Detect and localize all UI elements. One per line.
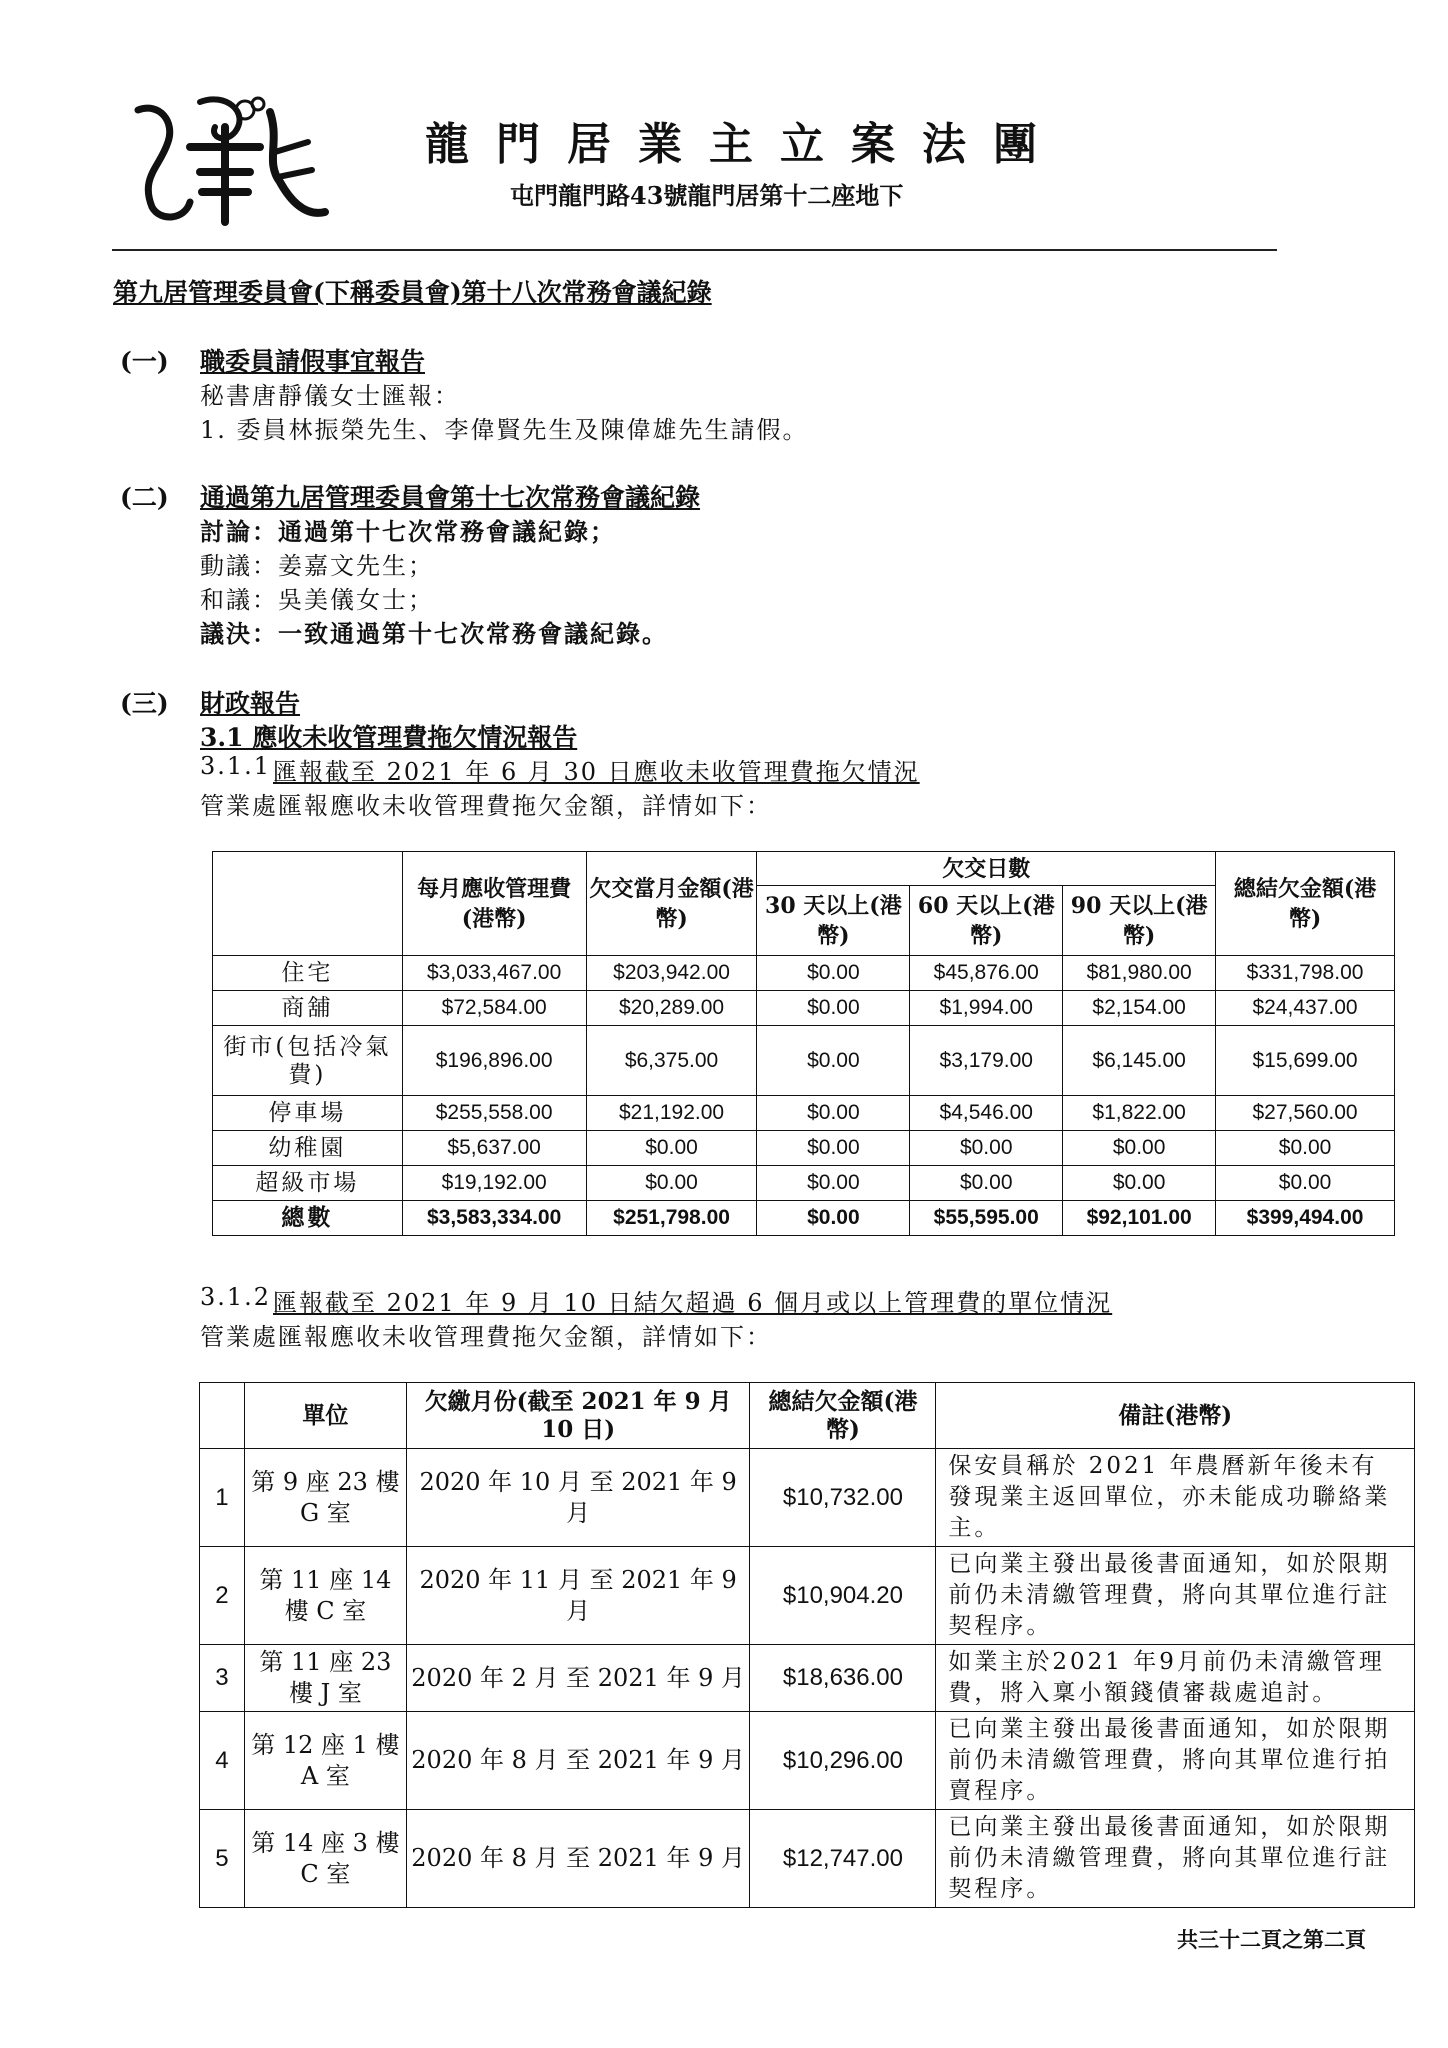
cell-total: $331,798.00 bbox=[1216, 956, 1395, 991]
section-3-1-title: 3.1 應收未收管理費拖欠情況報告 bbox=[200, 723, 578, 752]
cell-monthly: $72,584.00 bbox=[402, 991, 586, 1026]
cell-60-days: $0.00 bbox=[910, 1131, 1063, 1166]
row-remarks: 已向業主發出最後書面通知，如於限期前仍未清繳管理費，將向其單位進行註契程序。 bbox=[936, 1810, 1415, 1908]
row-number: 1 bbox=[200, 1449, 245, 1547]
header-months: 欠繳月份(截至 2021 年 9 月 10 日) bbox=[406, 1383, 750, 1449]
total-label: 總數 bbox=[213, 1201, 403, 1236]
cell-current: $0.00 bbox=[586, 1131, 757, 1166]
overdue-units-table bbox=[199, 1382, 1415, 1908]
header-60-days: 60 天以上(港幣) bbox=[910, 886, 1063, 956]
page-number: 共三十二頁之第二頁 bbox=[1177, 1927, 1366, 1952]
total-arrears: $399,494.00 bbox=[1216, 1201, 1395, 1236]
row-label: 商舖 bbox=[213, 991, 403, 1026]
table-row bbox=[200, 1645, 1415, 1712]
header-30-days: 30 天以上(港幣) bbox=[757, 886, 910, 956]
row-remarks: 保安員稱於 2021 年農曆新年後未有發現業主返回單位，亦未能成功聯絡業主。 bbox=[936, 1449, 1415, 1547]
cell-90-days: $81,980.00 bbox=[1063, 956, 1216, 991]
cell-current: $0.00 bbox=[586, 1166, 757, 1201]
section-1-line-1: 秘書唐靜儀女士匯報： bbox=[200, 382, 460, 410]
cell-total: $15,699.00 bbox=[1216, 1026, 1395, 1096]
total-60-days: $55,595.00 bbox=[910, 1201, 1063, 1236]
row-amount: $18,636.00 bbox=[750, 1645, 936, 1712]
row-remarks: 如業主於2021 年9月前仍未清繳管理費，將入稟小額錢債審裁處追討。 bbox=[936, 1645, 1415, 1712]
total-90-days: $92,101.00 bbox=[1063, 1201, 1216, 1236]
cell-30-days: $0.00 bbox=[757, 1166, 910, 1201]
item-3-1-2-title: 匯報截至 2021 年 9 月 10 日結欠超過 6 個月或以上管理費的單位情況 bbox=[273, 1289, 1113, 1317]
table-row bbox=[200, 1712, 1415, 1810]
cell-90-days: $0.00 bbox=[1063, 1131, 1216, 1166]
row-unit: 第 9 座 23 樓 G 室 bbox=[244, 1449, 406, 1547]
total-monthly: $3,583,334.00 bbox=[402, 1201, 586, 1236]
section-2-discussion: 討論：通過第十七次常務會議紀錄； bbox=[200, 517, 616, 546]
cell-monthly: $255,558.00 bbox=[402, 1096, 586, 1131]
item-3-1-1-title: 匯報截至 2021 年 6 月 30 日應收未收管理費拖欠情況 bbox=[273, 758, 920, 786]
cell-monthly: $3,033,467.00 bbox=[402, 956, 586, 991]
cell-30-days: $0.00 bbox=[757, 1131, 910, 1166]
cell-60-days: $45,876.00 bbox=[910, 956, 1063, 991]
row-number: 4 bbox=[200, 1712, 245, 1810]
cell-30-days: $0.00 bbox=[757, 956, 910, 991]
row-months: 2020 年 8 月 至 2021 年 9 月 bbox=[406, 1810, 750, 1908]
dragon-logo-icon bbox=[130, 82, 330, 232]
header-90-days: 90 天以上(港幣) bbox=[1063, 886, 1216, 956]
row-months: 2020 年 10 月 至 2021 年 9 月 bbox=[406, 1449, 750, 1547]
section-2-resolution: 議決：一致通過第十七次常務會議紀錄。 bbox=[200, 619, 668, 648]
row-unit: 第 11 座 14 樓 C 室 bbox=[244, 1547, 406, 1645]
total-current: $251,798.00 bbox=[586, 1201, 757, 1236]
row-number: 5 bbox=[200, 1810, 245, 1908]
table-row bbox=[200, 1810, 1415, 1908]
row-amount: $10,732.00 bbox=[750, 1449, 936, 1547]
org-name: 龍門居業主立案法團 bbox=[425, 119, 1064, 170]
row-unit: 第 12 座 1 樓 A 室 bbox=[244, 1712, 406, 1810]
row-unit: 第 11 座 23 樓 J 室 bbox=[244, 1645, 406, 1712]
row-unit: 第 14 座 3 樓 C 室 bbox=[244, 1810, 406, 1908]
header-total-arrears: 總結欠金額(港幣) bbox=[1216, 852, 1395, 956]
cell-60-days: $4,546.00 bbox=[910, 1096, 1063, 1131]
row-months: 2020 年 11 月 至 2021 年 9 月 bbox=[406, 1547, 750, 1645]
row-label: 住宅 bbox=[213, 956, 403, 991]
document-title: 第九居管理委員會(下稱委員會)第十八次常務會議紀錄 bbox=[113, 278, 712, 307]
cell-current: $203,942.00 bbox=[586, 956, 757, 991]
header-remarks: 備註(港幣) bbox=[936, 1383, 1415, 1449]
section-2-mover: 動議：姜嘉文先生； bbox=[200, 552, 434, 580]
cell-current: $20,289.00 bbox=[586, 991, 757, 1026]
table-row bbox=[200, 1547, 1415, 1645]
header-no bbox=[200, 1383, 245, 1449]
cell-90-days: $6,145.00 bbox=[1063, 1026, 1216, 1096]
cell-monthly: $196,896.00 bbox=[402, 1026, 586, 1096]
row-remarks: 已向業主發出最後書面通知，如於限期前仍未清繳管理費，將向其單位進行註契程序。 bbox=[936, 1547, 1415, 1645]
row-number: 3 bbox=[200, 1645, 245, 1712]
cell-60-days: $0.00 bbox=[910, 1166, 1063, 1201]
row-label: 停車場 bbox=[213, 1096, 403, 1131]
cell-total: $0.00 bbox=[1216, 1131, 1395, 1166]
section-3-number: (三) bbox=[120, 689, 169, 718]
row-amount: $12,747.00 bbox=[750, 1810, 936, 1908]
cell-30-days: $0.00 bbox=[757, 991, 910, 1026]
section-1-line-2: 1. 委員林振榮先生、李偉賢先生及陳偉雄先生請假。 bbox=[200, 416, 809, 444]
section-3-title: 財政報告 bbox=[200, 689, 301, 718]
arrears-table bbox=[212, 851, 1395, 1236]
item-3-1-2-description: 管業處匯報應收未收管理費拖欠金額，詳情如下： bbox=[200, 1323, 772, 1351]
section-1-number: (一) bbox=[120, 347, 169, 376]
section-2-number: (二) bbox=[120, 483, 169, 512]
cell-60-days: $1,994.00 bbox=[910, 991, 1063, 1026]
header-overdue-days: 欠交日數 bbox=[757, 852, 1216, 886]
table-total-row bbox=[213, 1201, 1395, 1236]
section-2-seconder: 和議：吳美儀女士； bbox=[200, 586, 434, 614]
item-3-1-2-number: 3.1.2 bbox=[200, 1283, 272, 1311]
row-months: 2020 年 8 月 至 2021 年 9 月 bbox=[406, 1712, 750, 1810]
cell-monthly: $19,192.00 bbox=[402, 1166, 586, 1201]
cell-current: $21,192.00 bbox=[586, 1096, 757, 1131]
table-row bbox=[213, 1131, 1395, 1166]
cell-total: $24,437.00 bbox=[1216, 991, 1395, 1026]
table-row bbox=[213, 991, 1395, 1026]
cell-90-days: $1,822.00 bbox=[1063, 1096, 1216, 1131]
row-remarks: 已向業主發出最後書面通知，如於限期前仍未清繳管理費，將向其單位進行拍賣程序。 bbox=[936, 1712, 1415, 1810]
org-address: 屯門龍門路43號龍門居第十二座地下 bbox=[510, 181, 904, 210]
cell-30-days: $0.00 bbox=[757, 1026, 910, 1096]
cell-60-days: $3,179.00 bbox=[910, 1026, 1063, 1096]
total-30-days: $0.00 bbox=[757, 1201, 910, 1236]
header-current-month: 欠交當月金額(港幣) bbox=[586, 852, 757, 956]
cell-30-days: $0.00 bbox=[757, 1096, 910, 1131]
section-2-title: 通過第九居管理委員會第十七次常務會議紀錄 bbox=[200, 483, 701, 512]
row-label: 街市(包括冷氣費) bbox=[213, 1026, 403, 1096]
header-divider bbox=[112, 249, 1277, 251]
cell-monthly: $5,637.00 bbox=[402, 1131, 586, 1166]
item-3-1-1-description: 管業處匯報應收未收管理費拖欠金額，詳情如下： bbox=[200, 792, 772, 820]
cell-total: $27,560.00 bbox=[1216, 1096, 1395, 1131]
cell-90-days: $0.00 bbox=[1063, 1166, 1216, 1201]
table-row bbox=[213, 1166, 1395, 1201]
cell-current: $6,375.00 bbox=[586, 1026, 757, 1096]
table-row bbox=[213, 1026, 1395, 1096]
row-label: 幼稚園 bbox=[213, 1131, 403, 1166]
header-monthly-fee: 每月應收管理費(港幣) bbox=[402, 852, 586, 956]
table-row bbox=[200, 1449, 1415, 1547]
header-unit: 單位 bbox=[244, 1383, 406, 1449]
table-row bbox=[213, 1096, 1395, 1131]
row-label: 超級市場 bbox=[213, 1166, 403, 1201]
row-number: 2 bbox=[200, 1547, 245, 1645]
header-blank bbox=[213, 852, 403, 956]
table-row bbox=[213, 956, 1395, 991]
item-3-1-1-number: 3.1.1 bbox=[200, 752, 272, 780]
header-amount: 總結欠金額(港幣) bbox=[750, 1383, 936, 1449]
row-months: 2020 年 2 月 至 2021 年 9 月 bbox=[406, 1645, 750, 1712]
section-1-title: 職委員請假事宜報告 bbox=[200, 347, 426, 376]
row-amount: $10,904.20 bbox=[750, 1547, 936, 1645]
row-amount: $10,296.00 bbox=[750, 1712, 936, 1810]
cell-90-days: $2,154.00 bbox=[1063, 991, 1216, 1026]
cell-total: $0.00 bbox=[1216, 1166, 1395, 1201]
